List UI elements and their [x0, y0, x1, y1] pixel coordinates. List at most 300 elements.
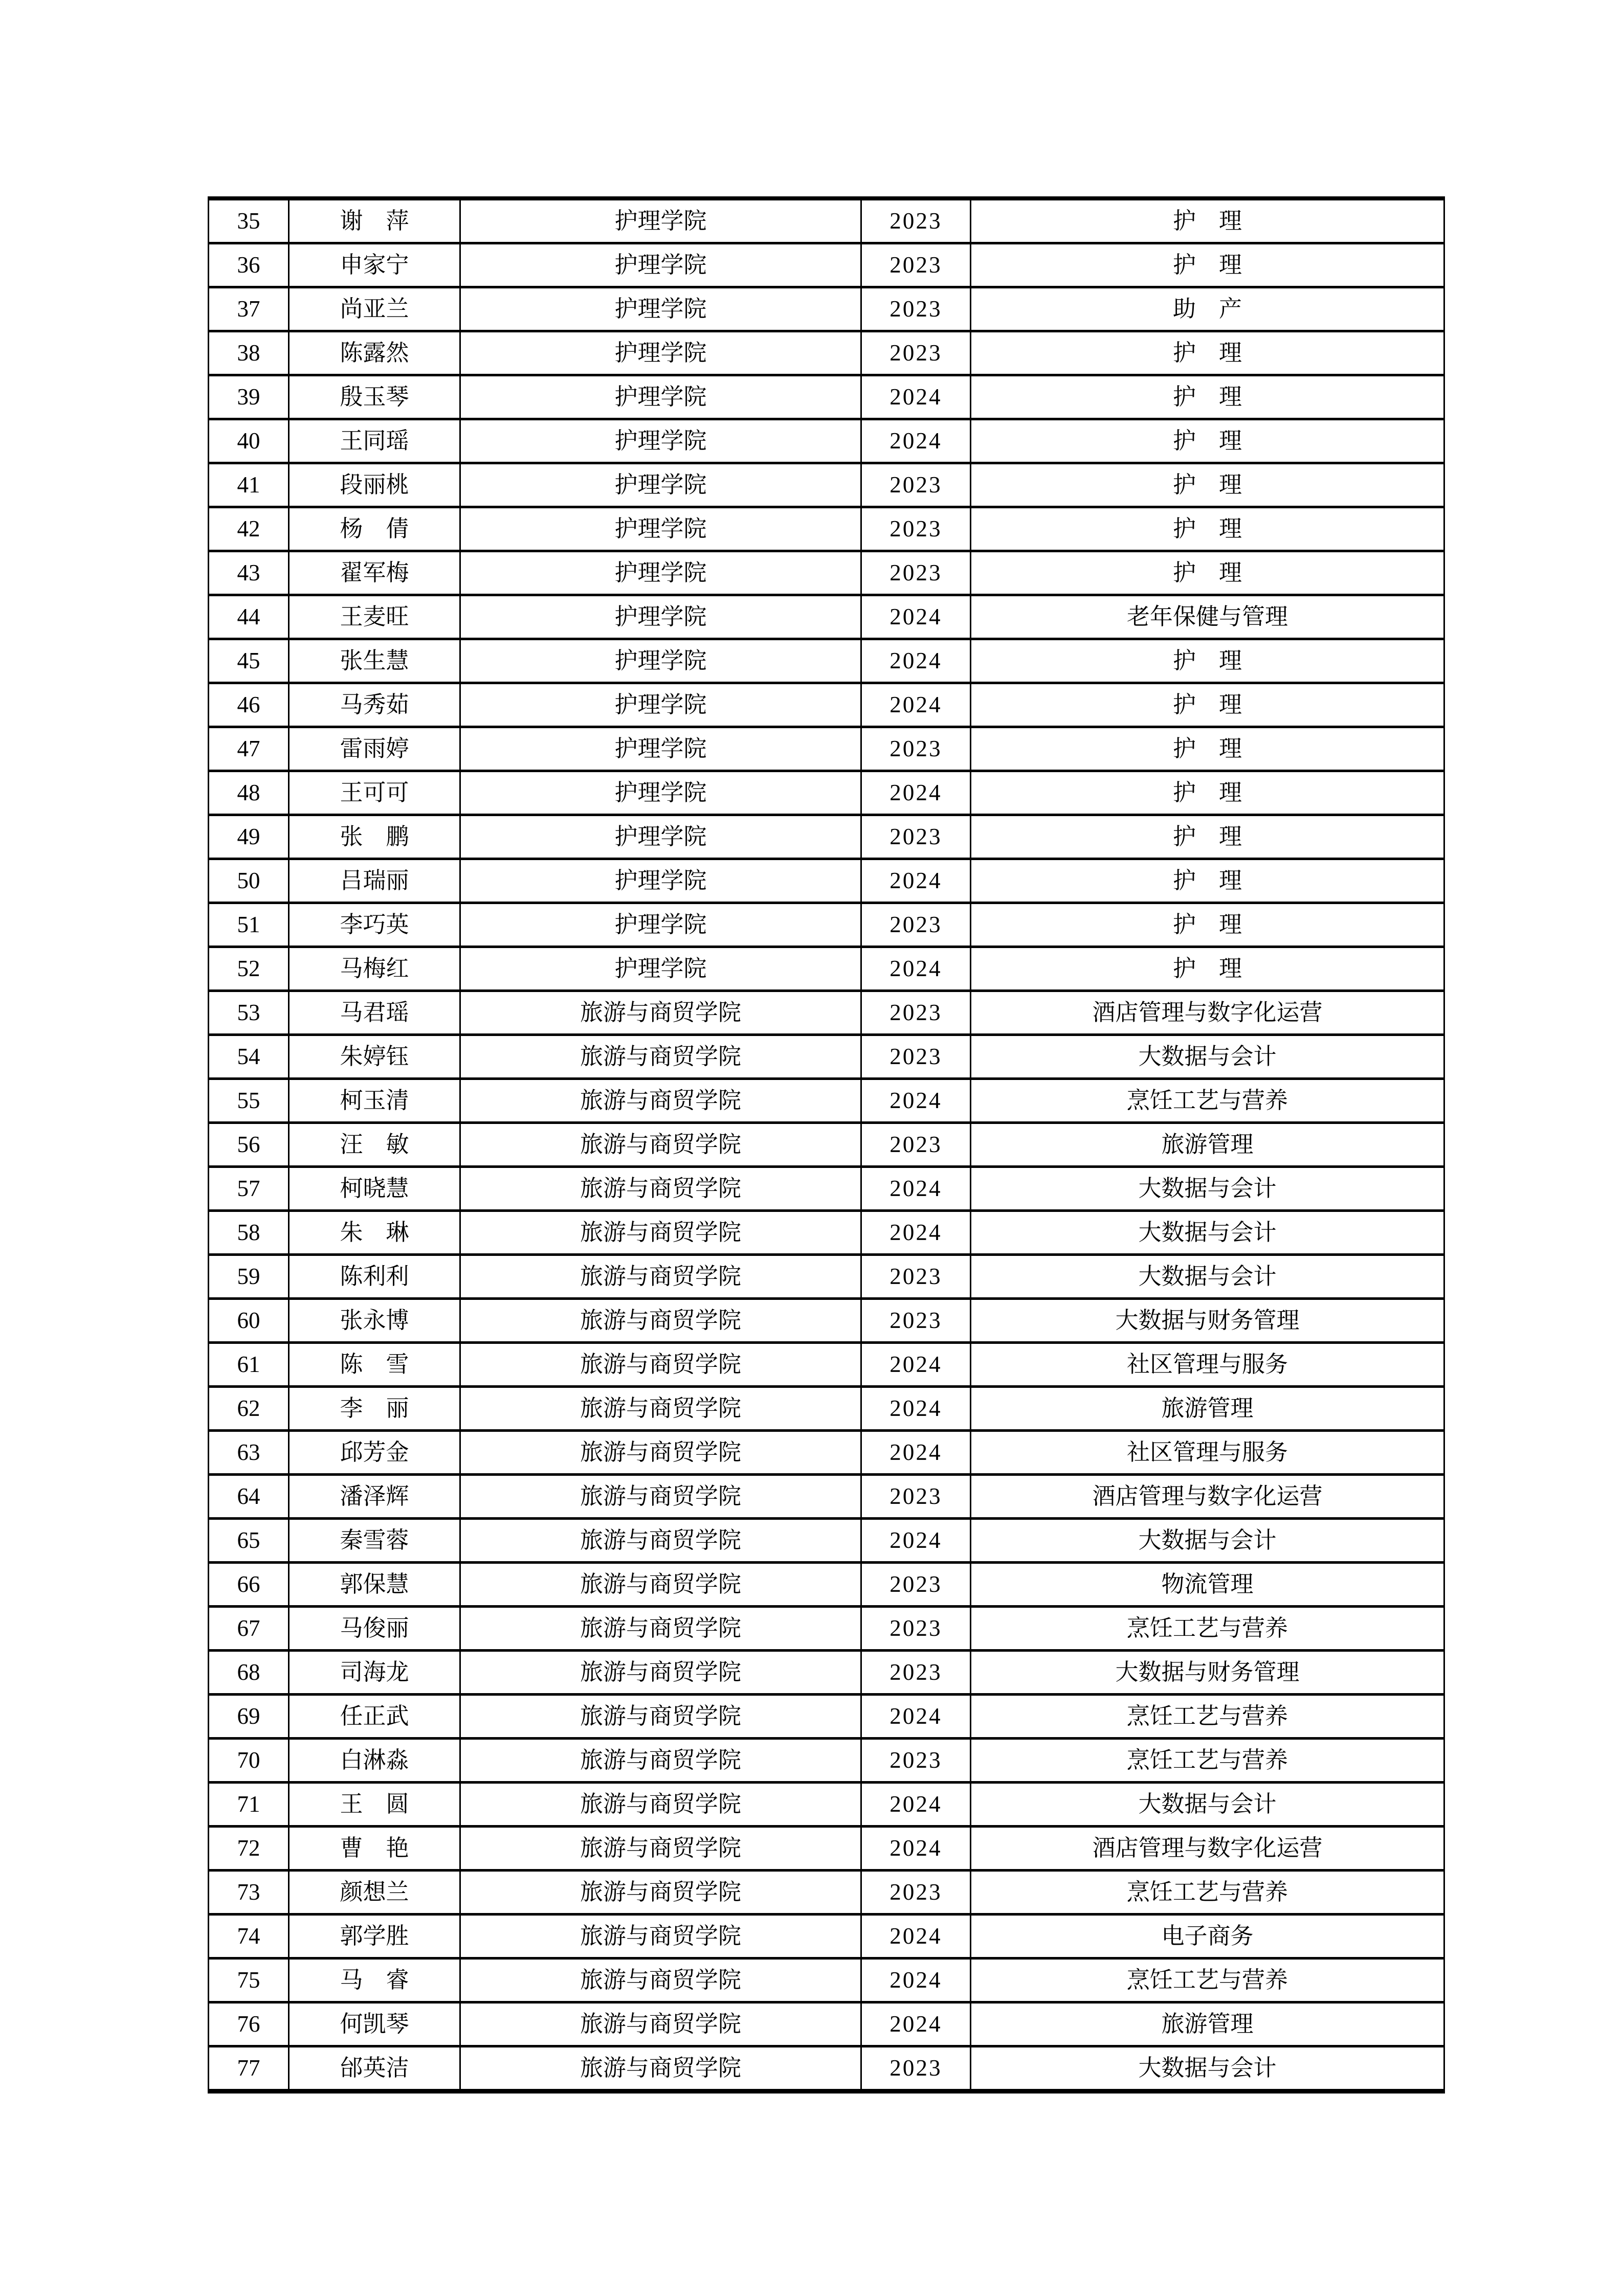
- cell-text: 马睿: [340, 1967, 432, 1993]
- cell-college: [460, 2002, 861, 2046]
- cell-text: 护理学院: [614, 428, 707, 454]
- cell-text: 旅游与商贸学院: [580, 1923, 741, 1949]
- table-row: [209, 639, 1444, 683]
- cell-grade-year: [861, 1299, 971, 1343]
- cell-text: 2024: [889, 1220, 942, 1245]
- cell-text: 旅游与商贸学院: [580, 1571, 741, 1597]
- cell-text: 2024: [889, 1176, 942, 1201]
- cell-student-name: [289, 771, 460, 815]
- cell-text: 护理学院: [614, 208, 707, 234]
- cell-text: 颜想兰: [340, 1879, 409, 1905]
- cell-student-name: [289, 1739, 460, 1783]
- cell-row-number: [209, 1651, 289, 1695]
- cell-text: 74: [237, 1923, 260, 1949]
- cell-text: 烹饪工艺与营养: [1126, 1747, 1288, 1773]
- cell-text: 护理学院: [614, 296, 707, 322]
- cell-text: 2024: [889, 1088, 942, 1113]
- cell-student-name: [289, 375, 460, 419]
- cell-row-number: [209, 287, 289, 331]
- cell-major: [971, 1211, 1444, 1255]
- cell-grade-year: [861, 1695, 971, 1739]
- cell-text: 47: [237, 736, 260, 761]
- cell-text: 护理学院: [614, 252, 707, 278]
- cell-text: 2024: [889, 1352, 942, 1377]
- cell-text: 旅游与商贸学院: [580, 1791, 741, 1817]
- cell-text: 73: [237, 1879, 260, 1905]
- cell-row-number: [209, 375, 289, 419]
- cell-text: 柯晓慧: [340, 1176, 409, 1201]
- cell-major: [971, 683, 1444, 727]
- table-row: [209, 727, 1444, 771]
- cell-text: 护理: [1172, 648, 1265, 673]
- cell-grade-year: [861, 198, 971, 243]
- cell-text: 旅游与商贸学院: [580, 1220, 741, 1245]
- table-row: [209, 771, 1444, 815]
- cell-college: [460, 1079, 861, 1123]
- cell-text: 2023: [889, 560, 942, 586]
- cell-text: 护理: [1172, 824, 1265, 849]
- table-row: [209, 375, 1444, 419]
- cell-text: 70: [237, 1747, 260, 1773]
- cell-major: [971, 2046, 1444, 2091]
- cell-text: 护理: [1172, 560, 1265, 586]
- cell-row-number: [209, 198, 289, 243]
- cell-college: [460, 1607, 861, 1651]
- cell-student-name: [289, 903, 460, 947]
- cell-grade-year: [861, 375, 971, 419]
- cell-text: 王可可: [340, 780, 409, 805]
- cell-text: 旅游与商贸学院: [580, 1132, 741, 1157]
- cell-text: 李巧英: [340, 912, 409, 937]
- cell-college: [460, 1959, 861, 2002]
- cell-college: [460, 1035, 861, 1079]
- cell-row-number: [209, 771, 289, 815]
- cell-major: [971, 1651, 1444, 1695]
- cell-text: 护理: [1172, 780, 1265, 805]
- cell-row-number: [209, 1431, 289, 1475]
- table-row: [209, 1519, 1444, 1563]
- cell-grade-year: [861, 331, 971, 375]
- cell-college: [460, 1827, 861, 1871]
- cell-text: 37: [237, 296, 260, 322]
- table-row: [209, 463, 1444, 507]
- cell-grade-year: [861, 1431, 971, 1475]
- cell-text: 大数据与会计: [1138, 1176, 1277, 1201]
- cell-text: 护理学院: [614, 340, 707, 366]
- cell-text: 护理: [1172, 956, 1265, 981]
- cell-grade-year: [861, 727, 971, 771]
- table-row: [209, 1607, 1444, 1651]
- cell-text: 郭学胜: [340, 1923, 409, 1949]
- cell-row-number: [209, 1519, 289, 1563]
- cell-text: 旅游与商贸学院: [580, 1088, 741, 1113]
- cell-college: [460, 595, 861, 639]
- cell-grade-year: [861, 991, 971, 1035]
- cell-major: [971, 1299, 1444, 1343]
- table-row: [209, 1563, 1444, 1607]
- cell-student-name: [289, 419, 460, 463]
- cell-text: 40: [237, 428, 260, 454]
- cell-text: 2023: [889, 1615, 942, 1641]
- cell-major: [971, 1827, 1444, 1871]
- cell-text: 2024: [889, 1791, 942, 1817]
- cell-text: 尚亚兰: [340, 296, 409, 322]
- cell-major: [971, 287, 1444, 331]
- cell-text: 护理: [1172, 384, 1265, 410]
- cell-text: 烹饪工艺与营养: [1126, 1615, 1288, 1641]
- cell-student-name: [289, 815, 460, 859]
- cell-text: 护理: [1172, 736, 1265, 761]
- cell-text: 2023: [889, 1264, 942, 1289]
- cell-text: 2023: [889, 1879, 942, 1905]
- cell-text: 67: [237, 1615, 260, 1641]
- table-row: [209, 243, 1444, 287]
- cell-major: [971, 1695, 1444, 1739]
- cell-student-name: [289, 1123, 460, 1167]
- cell-text: 59: [237, 1264, 260, 1289]
- cell-grade-year: [861, 903, 971, 947]
- cell-major: [971, 1123, 1444, 1167]
- cell-text: 老年保健与管理: [1126, 604, 1288, 629]
- cell-major: [971, 1475, 1444, 1519]
- cell-student-name: [289, 198, 460, 243]
- cell-text: 2023: [889, 516, 942, 542]
- cell-text: 护理: [1172, 208, 1265, 234]
- cell-college: [460, 991, 861, 1035]
- cell-text: 2023: [889, 340, 942, 366]
- cell-text: 旅游与商贸学院: [580, 1615, 741, 1641]
- cell-major: [971, 1563, 1444, 1607]
- cell-college: [460, 1387, 861, 1431]
- cell-college: [460, 903, 861, 947]
- cell-row-number: [209, 1123, 289, 1167]
- cell-text: 60: [237, 1308, 260, 1333]
- cell-text: 谢萍: [340, 208, 432, 234]
- cell-row-number: [209, 419, 289, 463]
- cell-college: [460, 331, 861, 375]
- cell-text: 烹饪工艺与营养: [1126, 1703, 1288, 1729]
- cell-college: [460, 1695, 861, 1739]
- cell-text: 45: [237, 648, 260, 673]
- cell-text: 王圆: [340, 1791, 432, 1817]
- cell-text: 酒店管理与数字化运营: [1092, 1835, 1323, 1861]
- cell-row-number: [209, 2046, 289, 2091]
- cell-grade-year: [861, 815, 971, 859]
- cell-student-name: [289, 639, 460, 683]
- cell-grade-year: [861, 1035, 971, 1079]
- cell-row-number: [209, 1783, 289, 1827]
- cell-text: 烹饪工艺与营养: [1126, 1967, 1288, 1993]
- cell-text: 2024: [889, 868, 942, 893]
- cell-text: 护理学院: [614, 604, 707, 629]
- cell-text: 65: [237, 1527, 260, 1553]
- cell-row-number: [209, 683, 289, 727]
- cell-student-name: [289, 1563, 460, 1607]
- cell-row-number: [209, 1299, 289, 1343]
- cell-student-name: [289, 243, 460, 287]
- table-row: [209, 1431, 1444, 1475]
- cell-text: 烹饪工艺与营养: [1126, 1088, 1288, 1113]
- cell-text: 旅游与商贸学院: [580, 1352, 741, 1377]
- cell-college: [460, 551, 861, 595]
- cell-text: 旅游与商贸学院: [580, 1967, 741, 1993]
- cell-text: 大数据与会计: [1138, 2055, 1277, 2081]
- cell-text: 2023: [889, 1747, 942, 1773]
- cell-text: 61: [237, 1352, 260, 1377]
- cell-text: 杨倩: [340, 516, 432, 542]
- cell-text: 王麦旺: [340, 604, 409, 629]
- cell-major: [971, 375, 1444, 419]
- cell-text: 旅游与商贸学院: [580, 2055, 741, 2081]
- cell-text: 李丽: [340, 1395, 432, 1421]
- cell-text: 旅游与商贸学院: [580, 1395, 741, 1421]
- cell-major: [971, 903, 1444, 947]
- cell-text: 2023: [889, 1132, 942, 1157]
- student-roster-table: [208, 196, 1445, 2094]
- cell-grade-year: [861, 243, 971, 287]
- cell-college: [460, 1783, 861, 1827]
- cell-student-name: [289, 1959, 460, 2002]
- cell-grade-year: [861, 287, 971, 331]
- table-row: [209, 507, 1444, 551]
- cell-text: 张鹏: [340, 824, 432, 849]
- cell-major: [971, 771, 1444, 815]
- cell-major: [971, 1255, 1444, 1299]
- cell-text: 护理学院: [614, 736, 707, 761]
- cell-grade-year: [861, 639, 971, 683]
- cell-text: 2024: [889, 1923, 942, 1949]
- cell-student-name: [289, 507, 460, 551]
- cell-text: 社区管理与服务: [1126, 1352, 1288, 1377]
- cell-grade-year: [861, 2002, 971, 2046]
- cell-text: 马秀茹: [340, 692, 409, 717]
- cell-text: 护理学院: [614, 956, 707, 981]
- cell-student-name: [289, 1783, 460, 1827]
- cell-college: [460, 859, 861, 903]
- cell-college: [460, 639, 861, 683]
- cell-college: [460, 1519, 861, 1563]
- cell-text: 2024: [889, 1527, 942, 1553]
- cell-grade-year: [861, 1211, 971, 1255]
- table-row: [209, 815, 1444, 859]
- cell-student-name: [289, 463, 460, 507]
- cell-major: [971, 243, 1444, 287]
- cell-text: 68: [237, 1659, 260, 1685]
- cell-text: 物流管理: [1161, 1571, 1254, 1597]
- cell-row-number: [209, 1827, 289, 1871]
- cell-text: 旅游与商贸学院: [580, 1000, 741, 1025]
- cell-text: 2023: [889, 1308, 942, 1333]
- cell-student-name: [289, 1651, 460, 1695]
- cell-text: 旅游与商贸学院: [580, 1747, 741, 1773]
- table-row: [209, 1035, 1444, 1079]
- cell-text: 旅游与商贸学院: [580, 1439, 741, 1465]
- cell-text: 2023: [889, 208, 942, 234]
- cell-text: 秦雪蓉: [340, 1527, 409, 1553]
- cell-grade-year: [861, 683, 971, 727]
- cell-row-number: [209, 639, 289, 683]
- cell-major: [971, 551, 1444, 595]
- cell-text: 烹饪工艺与营养: [1126, 1879, 1288, 1905]
- table-row: [209, 595, 1444, 639]
- cell-text: 旅游与商贸学院: [580, 1879, 741, 1905]
- cell-college: [460, 2046, 861, 2091]
- cell-grade-year: [861, 1079, 971, 1123]
- cell-row-number: [209, 1387, 289, 1431]
- cell-grade-year: [861, 507, 971, 551]
- cell-student-name: [289, 947, 460, 991]
- table-row: [209, 1651, 1444, 1695]
- table-row: [209, 419, 1444, 463]
- cell-text: 电子商务: [1161, 1923, 1254, 1949]
- cell-text: 护理: [1172, 472, 1265, 498]
- cell-college: [460, 1299, 861, 1343]
- cell-text: 张生慧: [340, 648, 409, 673]
- cell-student-name: [289, 2002, 460, 2046]
- cell-row-number: [209, 859, 289, 903]
- cell-grade-year: [861, 1871, 971, 1915]
- cell-college: [460, 771, 861, 815]
- cell-grade-year: [861, 419, 971, 463]
- cell-text: 2024: [889, 384, 942, 410]
- cell-college: [460, 1563, 861, 1607]
- cell-row-number: [209, 331, 289, 375]
- cell-college: [460, 1739, 861, 1783]
- cell-text: 社区管理与服务: [1126, 1439, 1288, 1465]
- cell-text: 75: [237, 1967, 260, 1993]
- table-row: [209, 1343, 1444, 1387]
- cell-text: 朱婷钰: [340, 1044, 409, 1069]
- cell-text: 55: [237, 1088, 260, 1113]
- cell-text: 旅游与商贸学院: [580, 1835, 741, 1861]
- table-row: [209, 683, 1444, 727]
- cell-major: [971, 859, 1444, 903]
- cell-row-number: [209, 727, 289, 771]
- cell-text: 69: [237, 1703, 260, 1729]
- table-row: [209, 198, 1444, 243]
- table-row: [209, 1167, 1444, 1211]
- cell-major: [971, 2002, 1444, 2046]
- cell-text: 2023: [889, 912, 942, 937]
- cell-text: 潘泽辉: [340, 1483, 409, 1509]
- cell-text: 48: [237, 780, 260, 805]
- cell-college: [460, 1475, 861, 1519]
- table-row: [209, 859, 1444, 903]
- cell-text: 护理学院: [614, 692, 707, 717]
- cell-major: [971, 1783, 1444, 1827]
- cell-major: [971, 1343, 1444, 1387]
- cell-text: 申家宁: [340, 252, 409, 278]
- cell-text: 56: [237, 1132, 260, 1157]
- cell-text: 旅游与商贸学院: [580, 1176, 741, 1201]
- cell-row-number: [209, 1079, 289, 1123]
- cell-grade-year: [861, 1123, 971, 1167]
- cell-text: 马梅红: [340, 956, 409, 981]
- cell-text: 2023: [889, 1483, 942, 1509]
- cell-student-name: [289, 331, 460, 375]
- cell-row-number: [209, 1739, 289, 1783]
- cell-text: 大数据与会计: [1138, 1527, 1277, 1553]
- cell-major: [971, 727, 1444, 771]
- cell-text: 2023: [889, 1000, 942, 1025]
- cell-row-number: [209, 507, 289, 551]
- cell-text: 53: [237, 1000, 260, 1025]
- cell-student-name: [289, 1211, 460, 1255]
- table-row: [209, 1695, 1444, 1739]
- cell-grade-year: [861, 1959, 971, 2002]
- table-row: [209, 903, 1444, 947]
- cell-text: 护理学院: [614, 648, 707, 673]
- cell-college: [460, 1915, 861, 1959]
- cell-text: 护理: [1172, 252, 1265, 278]
- table-row: [209, 1915, 1444, 1959]
- cell-college: [460, 463, 861, 507]
- cell-text: 护理学院: [614, 472, 707, 498]
- cell-text: 39: [237, 384, 260, 410]
- cell-student-name: [289, 1915, 460, 1959]
- cell-text: 大数据与会计: [1138, 1264, 1277, 1289]
- cell-student-name: [289, 595, 460, 639]
- cell-text: 旅游管理: [1161, 1395, 1254, 1421]
- cell-text: 54: [237, 1044, 260, 1069]
- cell-grade-year: [861, 463, 971, 507]
- cell-text: 2023: [889, 1659, 942, 1685]
- cell-row-number: [209, 243, 289, 287]
- cell-text: 2023: [889, 1571, 942, 1597]
- cell-text: 2024: [889, 1703, 942, 1729]
- cell-student-name: [289, 1299, 460, 1343]
- roster-table-body: [209, 198, 1444, 2091]
- cell-row-number: [209, 1695, 289, 1739]
- cell-student-name: [289, 1475, 460, 1519]
- cell-grade-year: [861, 1563, 971, 1607]
- cell-text: 翟军梅: [340, 560, 409, 586]
- cell-text: 旅游与商贸学院: [580, 1264, 741, 1289]
- cell-text: 酒店管理与数字化运营: [1092, 1483, 1323, 1509]
- cell-row-number: [209, 1475, 289, 1519]
- cell-text: 2023: [889, 2055, 942, 2081]
- cell-row-number: [209, 1167, 289, 1211]
- cell-row-number: [209, 1343, 289, 1387]
- cell-student-name: [289, 1695, 460, 1739]
- cell-text: 2023: [889, 252, 942, 278]
- cell-text: 陈雪: [340, 1352, 432, 1377]
- cell-text: 陈利利: [340, 1264, 409, 1289]
- cell-row-number: [209, 1871, 289, 1915]
- cell-college: [460, 287, 861, 331]
- cell-text: 雷雨婷: [340, 736, 409, 761]
- table-row: [209, 1739, 1444, 1783]
- cell-text: 护理: [1172, 340, 1265, 366]
- cell-student-name: [289, 1431, 460, 1475]
- table-row: [209, 1475, 1444, 1519]
- table-row: [209, 1299, 1444, 1343]
- cell-text: 旅游与商贸学院: [580, 2011, 741, 2037]
- cell-grade-year: [861, 1651, 971, 1695]
- table-row: [209, 1871, 1444, 1915]
- cell-text: 2024: [889, 956, 942, 981]
- cell-college: [460, 1211, 861, 1255]
- cell-student-name: [289, 1827, 460, 1871]
- cell-row-number: [209, 1607, 289, 1651]
- cell-text: 吕瑞丽: [340, 868, 409, 893]
- cell-text: 邰英洁: [340, 2055, 409, 2081]
- cell-student-name: [289, 683, 460, 727]
- table-row: [209, 331, 1444, 375]
- cell-text: 2023: [889, 824, 942, 849]
- cell-student-name: [289, 1035, 460, 1079]
- table-row: [209, 1211, 1444, 1255]
